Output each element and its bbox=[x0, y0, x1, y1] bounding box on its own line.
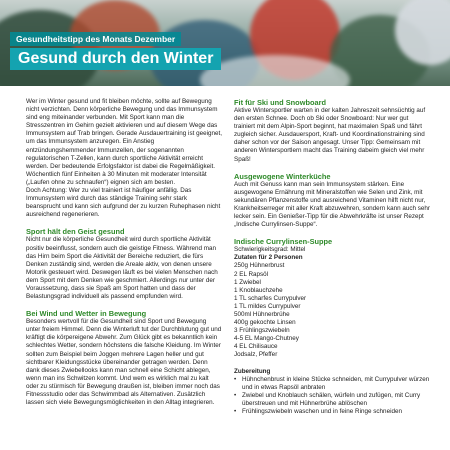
preparation-steps bbox=[234, 376, 430, 416]
section-text: Aktive Wintersportler warten in der kalten Jahreszeit sehnsüchtig auf den ersten Schnee. Doch ob Ski oder Snowboard: Nur wer gut trainiert mit dem Alpin-Sport beginnt, hat maximalen Spaß und fährt zugleich sicher. Ausdauersport, Kraft- und Koordinationstraining sind daher schon vor der Saison angesagt. Unser Tipp: Gemeinsam mit anderen Wintersportlern macht das Training dabeim gleich viel mehr Spaß! bbox=[234, 107, 426, 163]
recipe-level: Schwierigkeitsgrad: Mittel bbox=[234, 246, 306, 254]
list-item: 4-5 EL Mango-Chutney bbox=[234, 335, 299, 343]
section-heading: Fit für Ski und Snowboard bbox=[234, 98, 326, 107]
caution-paragraph: Doch Achtung: Wer zu viel trainiert ist häufiger anfällig. Das Immunsystem wird durch das ständige Training sehr stark beansprucht und kann sich aufgrund der zu kurzen Ruhephasen nicht ausreichend regenerieren. bbox=[26, 187, 221, 219]
list-item: 400g gekochte Linsen bbox=[234, 319, 296, 327]
section-heading: Sport hält den Geist gesund bbox=[26, 227, 125, 237]
list-item: 1 TL scharfes Currypulver bbox=[234, 294, 307, 302]
right-column bbox=[234, 98, 430, 416]
list-item: 1 TL mildes Currypulver bbox=[234, 302, 301, 310]
intro-paragraph: Wer im Winter gesund und fit bleiben möchte, sollte auf Bewegung nicht verzichten. Denn körperliche Bewegung und das Immunsystem sind eng miteinander verbunden. Mit Sport kann man die Stresszentren im Gehirn gezielt aktivieren und auf diesem Wege das Immunsystem auf Trab bringen. Gerade Ausdauertraining ist geeignet, um das Immunsystem anzuregen. Ein Anstieg entzündungshemmender Immunzellen, der sogenannten regulatorischen T-Zellen, kann durch sportliche Aktivität erreicht werden. Der bedeutende Erfolgsfaktor ist dabei die Regelmäßigkeit. Wöchentlich fünf Einheiten à 30 Minuten mit moderater Intensität („Laufen ohne zu schnaufen“) eignen sich am besten. bbox=[26, 98, 223, 186]
list-item: 2 EL Rapsöl bbox=[234, 270, 269, 278]
list-item: 500ml Hühnerbrühe bbox=[234, 310, 290, 318]
list-item: • Hühnchenbrust in kleine Stücke schneiden, mit Currypulver würzen und in etwas Rapsöl anbraten bbox=[234, 376, 430, 392]
section-text: Auch mit Genuss kann man sein Immunsystem stärken. Eine ausgewogene Ernährung mit Mineralstoffen wie Selen und Zink, mit sekundären Pflanzenstoffe und ausreichend Vitaminen hilft nicht nur, Krankheitserreger mit aller Kraft abzuwehren, sondern kann auch sehr lecker sein. Ein Genießer-Tipp für die Abwehrkräfte ist unser Rezept „Indische Currylinsen-Suppe“. bbox=[234, 180, 431, 229]
list-item: 1 Zwiebel bbox=[234, 278, 261, 286]
section-text: Nicht nur die körperliche Gesundheit wird durch sportliche Aktivität positiv beeinflusst, sondern auch die geistige Fitness. Während man das Hirn beim Sport die Aktivität der Bereiche reduziert, die fürs Denken zuständig sind, werden die Areale aktiv, von denen unsere Motorik gesteuert wird. Deswegen läuft es bei vielen Menschen nach dem Sport mit dem Denken wie geschmiert. Allerdings nur unter der Voraussetzung, dass sie Spaß am Sport hatten und dass der Belastungsgrad individuell als passend empfunden wird. bbox=[26, 236, 218, 301]
list-item: 1 Knoblauchzehe bbox=[234, 286, 283, 294]
recipe-title: Indische Currylinsen-Suppe bbox=[234, 237, 333, 247]
list-item: Jodsalz, Pfeffer bbox=[234, 351, 278, 359]
kicker-label: Gesundheitstipp des Monats Dezember bbox=[10, 32, 181, 46]
list-item: 250g Hühnerbrust bbox=[234, 262, 285, 270]
page-title: Gesund durch den Winter bbox=[10, 48, 221, 70]
ingredient-list bbox=[234, 262, 430, 359]
list-item: 4 EL Chilisauce bbox=[234, 343, 278, 351]
list-item: 3 Frühlingszwiebeln bbox=[234, 327, 290, 335]
ingredients-heading: Zutaten für 2 Personen bbox=[234, 254, 303, 262]
preparation-heading: Zubereitung bbox=[234, 367, 271, 375]
left-column bbox=[26, 98, 222, 407]
list-item: • Zwiebel und Knoblauch schälen, würfeln und zufügen, mit Curry überstreuen und mit Hühnerbrühe ablöschen bbox=[234, 392, 430, 408]
section-text: Besonders wertvoll für die Gesundheit sind Sport und Bewegung unter freiem Himmel. Denn die Winterluft tut der Durchblutung gut und kräftigt die körpereigene Abwehr. Zum Glück gibt es bekanntlich kein schlechtes Wetter, sondern höchstens die falsche Kleidung. Im Winter sollten zum Beispiel beim Joggen mehrere Lagen heller und gut sichtbarer Kleidungsstücke übereinander getragen werden. Denn dank dieses Zwiebellooks kann man schnell eine Schicht ablegen, wenn man ins Schwitzen kommt. Und wem es wirklich mal zu kalt oder zu stürmisch für Bewegung draußen ist, bleiben immer noch das Fitnessstudio oder das Schwimmbad als Alternativen. Zusätzlich lassen sich viele Bewegungsmöglichkeiten in den Alltag integrieren. bbox=[26, 318, 222, 407]
list-item: • Frühlingszwiebeln waschen und in feine Ringe schneiden bbox=[234, 408, 430, 416]
section-heading: Bei Wind und Wetter in Bewegung bbox=[26, 309, 147, 319]
section-heading: Ausgewogene Winterküche bbox=[234, 171, 331, 181]
